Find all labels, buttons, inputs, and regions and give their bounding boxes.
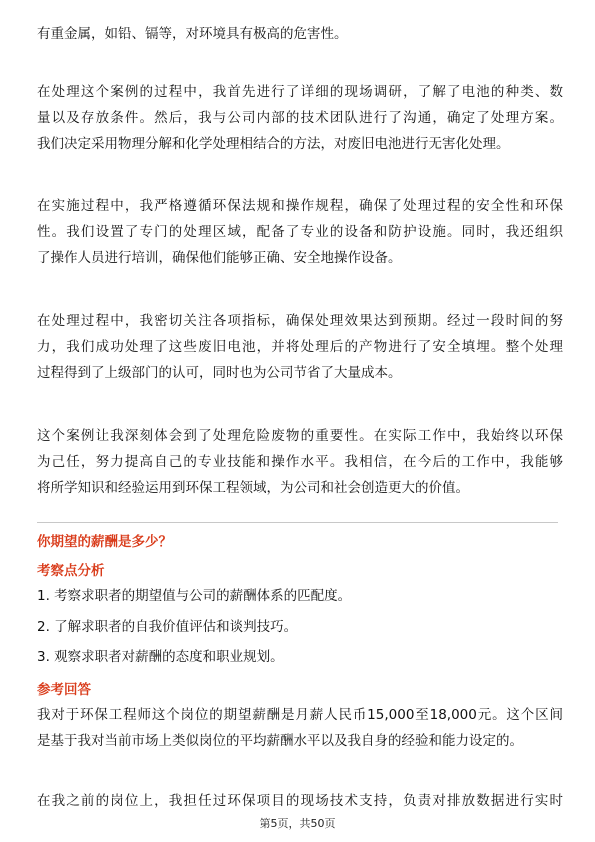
analysis-item: 3. 观察求职者对薪酬的态度和职业规划。 <box>37 649 284 665</box>
paragraph-line: 过程得到了上级部门的认可，同时也为公司节省了大量成本。 <box>37 365 402 381</box>
paragraph-line: 我们决定采用物理分解和化学处理相结合的方法，对废旧电池进行无害化处理。 <box>37 136 510 152</box>
answer-paragraph-1 <box>37 702 563 754</box>
question-heading: 你期望的薪酬是多少？ <box>37 534 172 550</box>
paragraph-line: 为己任，努力提高自己的专业技能和操作水平。我相信，在今后的工作中，我能够 <box>37 454 563 470</box>
paragraph-2 <box>37 79 563 157</box>
paragraph-line: 力，我们成功处理了这些废旧电池，并将处理后的产物进行了安全填埋。整个处理 <box>37 339 563 355</box>
paragraph-line: 是基于我对当前市场上类似岗位的平均薪酬水平以及我自身的经验和能力设定的。 <box>37 733 523 749</box>
section-divider <box>37 522 558 523</box>
paragraph-3 <box>37 193 563 271</box>
paragraph-line: 在我之前的岗位上，我担任过环保项目的现场技术支持，负责对排放数据进行实时 <box>37 793 563 809</box>
paragraph-line: 了操作人员进行培训，确保他们能够正确、安全地操作设备。 <box>37 250 402 266</box>
paragraph-5 <box>37 423 563 501</box>
paragraph-line: 有重金属，如铅、镉等，对环境具有极高的危害性。 <box>37 26 348 42</box>
analysis-item: 1. 考察求职者的期望值与公司的薪酬体系的匹配度。 <box>37 588 352 604</box>
analysis-item: 2. 了解求职者的自我价值评估和谈判技巧。 <box>37 619 298 635</box>
paragraph-line: 在处理过程中，我密切关注各项指标，确保处理效果达到预期。经过一段时间的努 <box>37 313 563 329</box>
paragraph-line: 将所学知识和经验运用到环保工程领域，为公司和社会创造更大的价值。 <box>37 480 469 496</box>
paragraph-line: 这个案例让我深刻体会到了处理危险废物的重要性。在实际工作中，我始终以环保 <box>37 428 563 444</box>
paragraph-line: 在处理这个案例的过程中，我首先进行了详细的现场调研，了解了电池的种类、数 <box>37 84 563 100</box>
paragraph-line: 量以及存放条件。然后，我与公司内部的技术团队进行了沟通，确定了处理方案。 <box>37 110 563 126</box>
answer-heading: 参考回答 <box>37 682 91 698</box>
paragraph-line: 我对于环保工程师这个岗位的期望薪酬是月薪人民币15,000至18,000元。这个区间 <box>37 707 563 723</box>
answer-paragraph-2 <box>37 788 563 814</box>
paragraph-line: 在实施过程中，我严格遵循环保法规和操作规程，确保了处理过程的安全性和环保 <box>37 198 563 214</box>
paragraph-4 <box>37 308 563 386</box>
page-footer: 第5页，共50页 <box>259 817 336 830</box>
analysis-heading: 考察点分析 <box>37 563 105 579</box>
paragraph-1 <box>37 21 563 47</box>
paragraph-line: 性。我们设置了专门的处理区域，配备了专业的设备和防护设施。同时，我还组织 <box>37 224 563 240</box>
